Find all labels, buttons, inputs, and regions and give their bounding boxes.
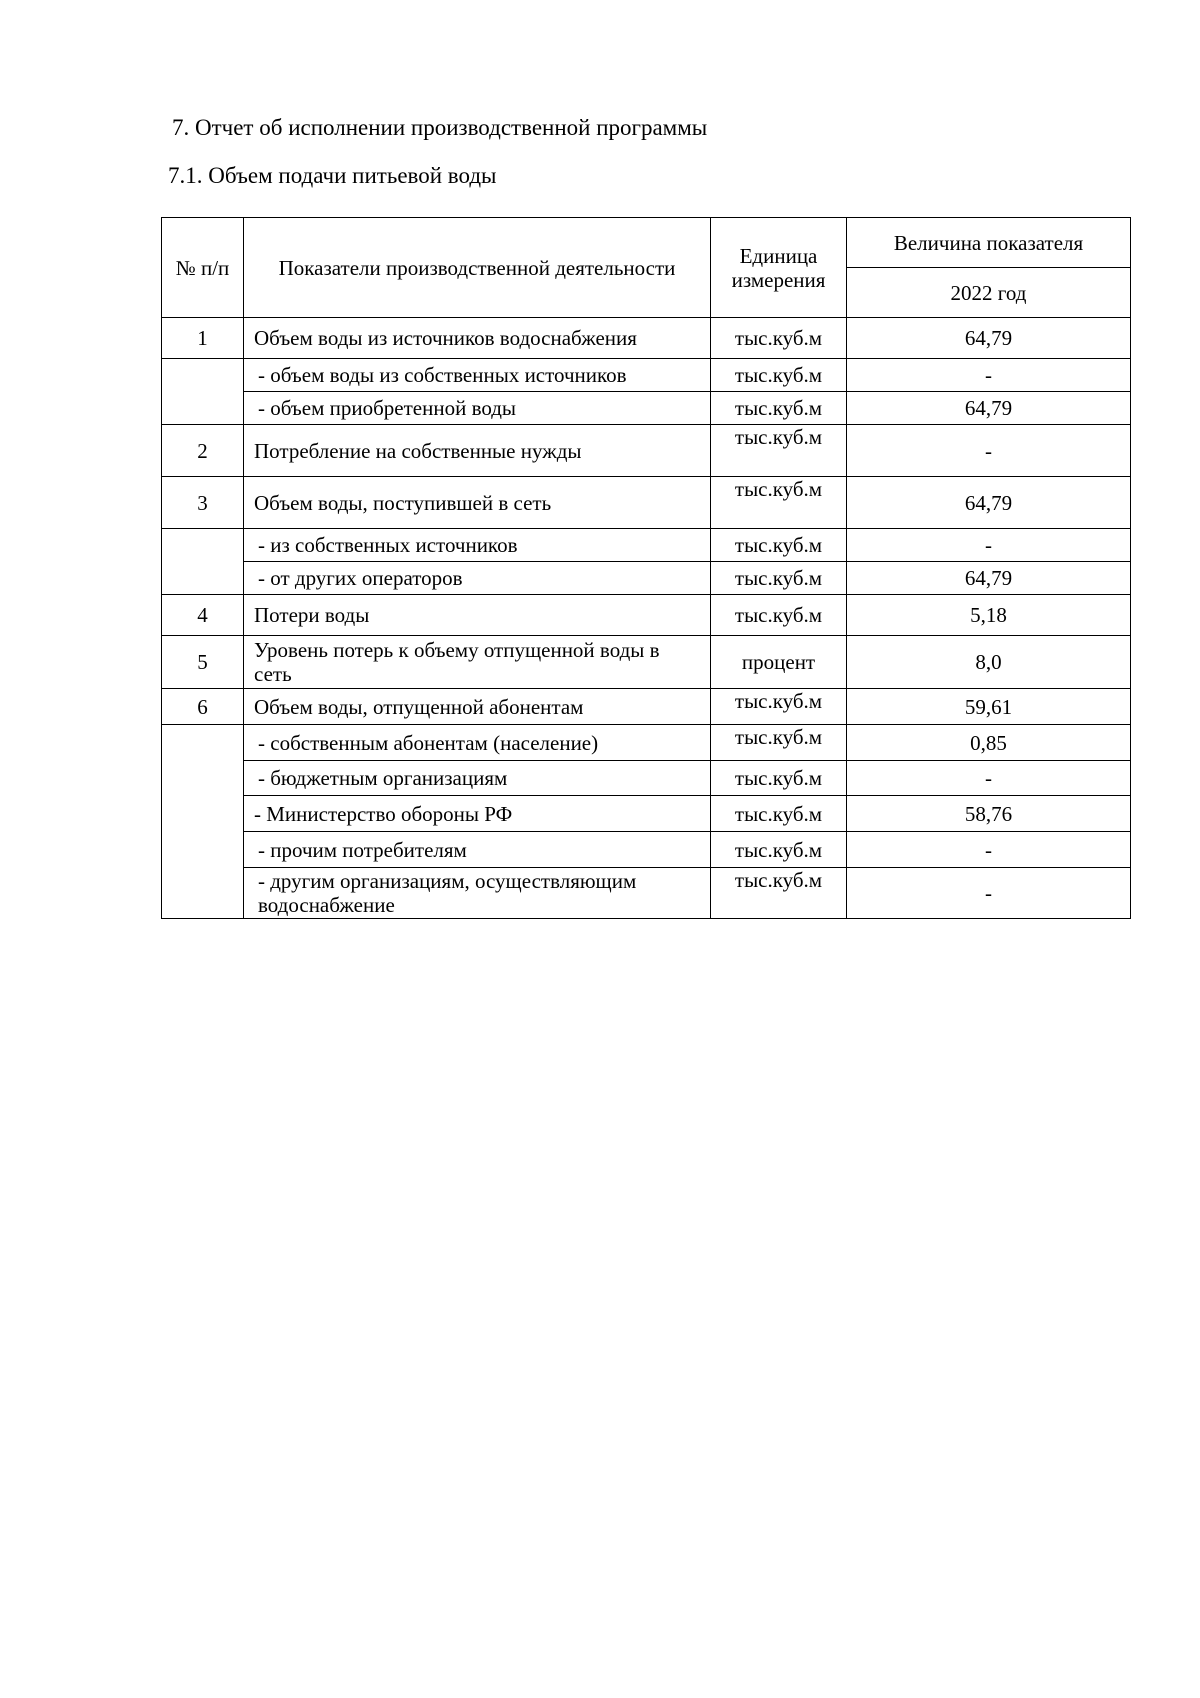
row-num (162, 359, 244, 425)
row-unit: процент (711, 636, 847, 689)
table-row (162, 868, 1131, 919)
row-unit: тыс.куб.м (711, 359, 847, 392)
row-indicator: - объем приобретенной воды (244, 392, 711, 425)
row-unit: тыс.куб.м (711, 392, 847, 425)
row-value: 8,0 (847, 636, 1131, 689)
row-num: 5 (162, 636, 244, 689)
header-num: № п/п (162, 218, 244, 318)
row-indicator: Потребление на собственные нужды (244, 425, 711, 477)
water-supply-table (161, 217, 1131, 919)
row-value: 64,79 (847, 562, 1131, 595)
row-unit: тыс.куб.м (711, 562, 847, 595)
row-value: - (847, 359, 1131, 392)
row-unit: тыс.куб.м (711, 425, 847, 477)
row-indicator: - объем воды из собственных источников (244, 359, 711, 392)
row-value: 64,79 (847, 318, 1131, 359)
row-indicator: Объем воды, отпущенной абонентам (244, 689, 711, 725)
row-unit: тыс.куб.м (711, 761, 847, 796)
row-unit: тыс.куб.м (711, 832, 847, 868)
table-row (162, 529, 1131, 562)
table-row (162, 689, 1131, 725)
table-row (162, 318, 1131, 359)
header-indicator: Показатели производственной деятельности (244, 218, 711, 318)
row-unit: тыс.куб.м (711, 318, 847, 359)
row-value: 59,61 (847, 689, 1131, 725)
row-unit: тыс.куб.м (711, 689, 847, 725)
row-indicator: Объем воды, поступившей в сеть (244, 477, 711, 529)
row-unit: тыс.куб.м (711, 595, 847, 636)
row-value: 64,79 (847, 477, 1131, 529)
row-unit: тыс.куб.м (711, 725, 847, 761)
row-value: - (847, 761, 1131, 796)
table-row (162, 595, 1131, 636)
row-num: 1 (162, 318, 244, 359)
row-indicator: - из собственных источников (244, 529, 711, 562)
row-value: - (847, 868, 1131, 919)
table-row (162, 562, 1131, 595)
row-value: - (847, 425, 1131, 477)
row-num: 3 (162, 477, 244, 529)
row-num: 6 (162, 689, 244, 725)
row-indicator: - от других операторов (244, 562, 711, 595)
header-value-group: Величина показателя (847, 218, 1131, 268)
row-num: 4 (162, 595, 244, 636)
row-indicator: - прочим потребителям (244, 832, 711, 868)
table-row (162, 761, 1131, 796)
row-indicator: Уровень потерь к объему отпущенной воды в сеть (244, 636, 711, 689)
row-unit: тыс.куб.м (711, 477, 847, 529)
table-row (162, 832, 1131, 868)
subsection-heading: 7.1. Объем подачи питьевой воды (168, 163, 497, 188)
row-num: 2 (162, 425, 244, 477)
row-value: - (847, 832, 1131, 868)
table-row (162, 725, 1131, 761)
row-indicator: - собственным абонентам (население) (244, 725, 711, 761)
row-num (162, 725, 244, 919)
table-row (162, 477, 1131, 529)
row-num (162, 529, 244, 595)
section-heading: 7. Отчет об исполнении производственной программы (172, 115, 708, 140)
row-value: 58,76 (847, 796, 1131, 832)
row-unit: тыс.куб.м (711, 529, 847, 562)
row-unit: тыс.куб.м (711, 796, 847, 832)
row-value: 5,18 (847, 595, 1131, 636)
row-value: 64,79 (847, 392, 1131, 425)
row-indicator: Объем воды из источников водоснабжения (244, 318, 711, 359)
table-row (162, 636, 1131, 689)
header-unit: Единица измерения (711, 218, 847, 318)
table-row (162, 796, 1131, 832)
header-row (162, 218, 1131, 268)
row-indicator: - бюджетным организациям (244, 761, 711, 796)
row-value: - (847, 529, 1131, 562)
row-unit: тыс.куб.м (711, 868, 847, 919)
row-indicator: Потери воды (244, 595, 711, 636)
row-indicator: - Министерство обороны РФ (244, 796, 711, 832)
header-year: 2022 год (847, 268, 1131, 318)
table-row (162, 392, 1131, 425)
table-row (162, 359, 1131, 392)
row-indicator: - другим организациям, осуществляющим водоснабжение (244, 868, 711, 919)
row-value: 0,85 (847, 725, 1131, 761)
table-row (162, 425, 1131, 477)
